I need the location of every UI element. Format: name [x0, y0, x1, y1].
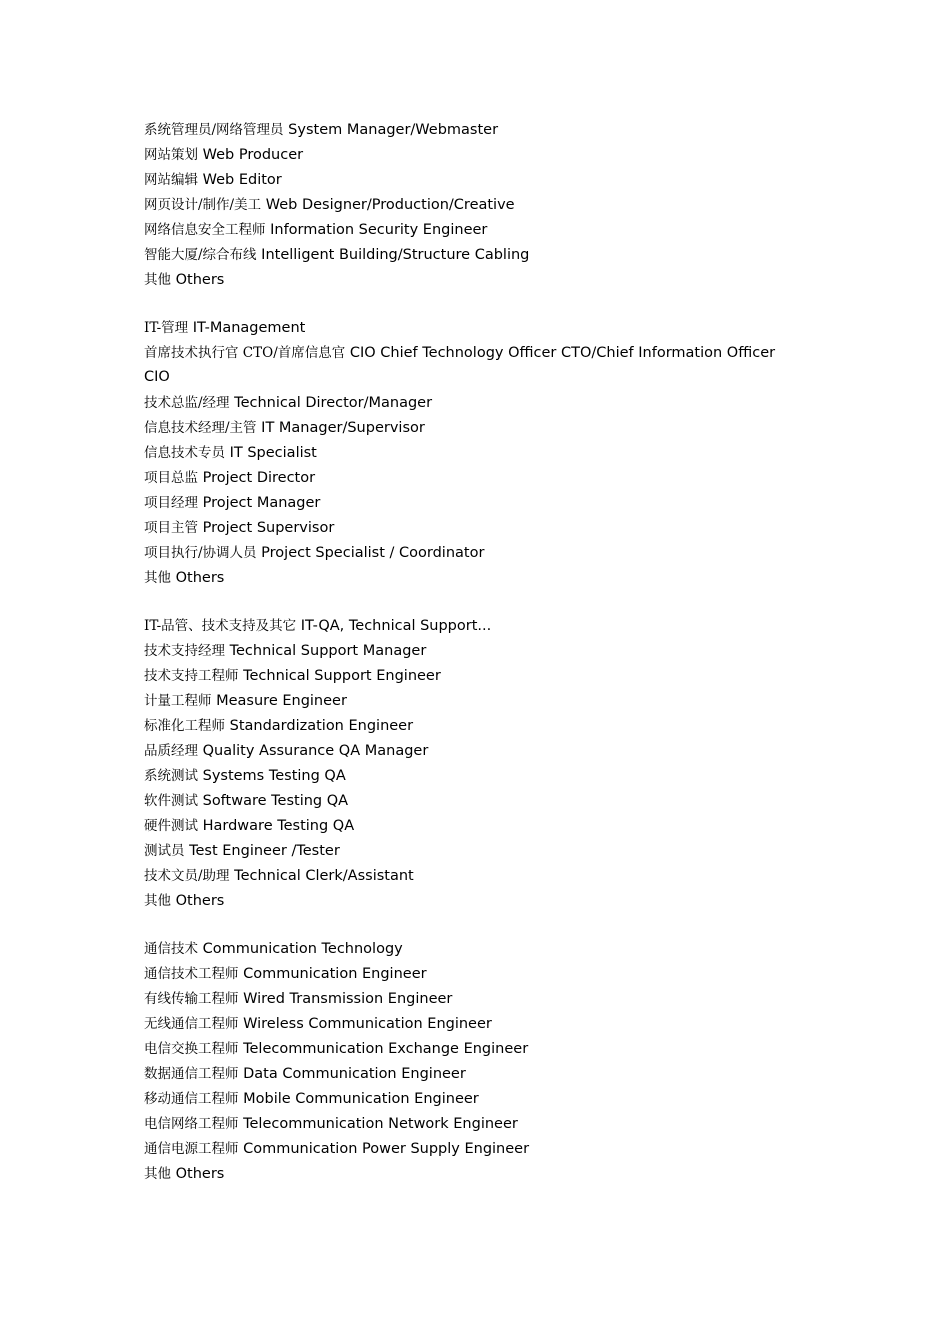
chinese-title: 网站策划	[144, 147, 198, 163]
list-item	[144, 839, 804, 864]
list-item	[144, 566, 804, 591]
chinese-title: 软件测试	[144, 793, 198, 809]
list-item	[144, 1012, 804, 1037]
english-title: Telecommunication Network Engineer	[243, 1116, 518, 1132]
list-item	[144, 739, 804, 764]
chinese-title: 标准化工程师	[144, 718, 225, 734]
english-title: Systems Testing QA	[202, 768, 346, 784]
list-item	[144, 218, 804, 243]
chinese-title: 通信技术工程师	[144, 966, 239, 982]
english-title: Wireless Communication Engineer	[243, 1016, 492, 1032]
chinese-title: 技术支持经理	[144, 643, 225, 659]
english-title: Project Director	[202, 470, 316, 486]
english-title: Communication Power Supply Engineer	[243, 1141, 530, 1157]
chinese-title: 网页设计/制作/美工	[144, 197, 262, 213]
chinese-title: 移动通信工程师	[144, 1091, 239, 1107]
chinese-title: 电信交换工程师	[144, 1041, 239, 1057]
chinese-title: 电信网络工程师	[144, 1116, 239, 1132]
list-item	[144, 764, 804, 789]
list-item	[144, 864, 804, 889]
list-item	[144, 689, 804, 714]
chinese-title: 硬件测试	[144, 818, 198, 834]
list-item	[144, 341, 804, 391]
section-heading	[144, 316, 804, 341]
english-title: Others	[175, 1166, 225, 1182]
list-item	[144, 491, 804, 516]
english-title: Project Manager	[202, 495, 321, 511]
english-title: Test Engineer /Tester	[189, 843, 340, 859]
list-item	[144, 1087, 804, 1112]
chinese-heading: 通信技术	[144, 941, 198, 957]
english-title: Technical Director/Manager	[234, 395, 433, 411]
chinese-title: 通信电源工程师	[144, 1141, 239, 1157]
list-item	[144, 987, 804, 1012]
list-item	[144, 541, 804, 566]
english-title: IT Specialist	[229, 445, 317, 461]
section-spacer	[144, 293, 804, 316]
english-title: CIO Chief Technology Officer CTO/Chief Information Officer CIO	[144, 345, 776, 385]
english-title: Quality Assurance QA Manager	[202, 743, 429, 759]
chinese-title: 测试员	[144, 843, 185, 859]
english-title: Technical Support Manager	[229, 643, 427, 659]
chinese-title: 首席技术执行官 CTO/首席信息官	[144, 345, 346, 361]
section-communication	[144, 937, 804, 1187]
english-title: Data Communication Engineer	[243, 1066, 466, 1082]
section-spacer	[144, 591, 804, 614]
chinese-heading: IT-品管、技术支持及其它	[144, 618, 297, 634]
chinese-heading: IT-管理	[144, 320, 189, 336]
chinese-title: 其他	[144, 272, 171, 288]
section-it-qa	[144, 614, 804, 914]
chinese-title: 数据通信工程师	[144, 1066, 239, 1082]
english-title: Others	[175, 893, 225, 909]
english-title: Technical Clerk/Assistant	[234, 868, 414, 884]
english-title: Communication Engineer	[243, 966, 427, 982]
section-spacer	[144, 914, 804, 937]
list-item	[144, 714, 804, 739]
list-item	[144, 1137, 804, 1162]
chinese-title: 其他	[144, 570, 171, 586]
list-item	[144, 466, 804, 491]
list-item	[144, 416, 804, 441]
english-title: Technical Support Engineer	[243, 668, 441, 684]
list-item	[144, 143, 804, 168]
list-item	[144, 516, 804, 541]
list-item	[144, 168, 804, 193]
chinese-title: 技术文员/助理	[144, 868, 230, 884]
list-item	[144, 1062, 804, 1087]
chinese-title: 系统管理员/网络管理员	[144, 122, 284, 138]
english-title: System Manager/Webmaster	[288, 122, 499, 138]
english-title: Mobile Communication Engineer	[243, 1091, 479, 1107]
chinese-title: 其他	[144, 1166, 171, 1182]
document-page	[144, 118, 804, 1187]
english-heading: IT-QA, Technical Support...	[300, 618, 492, 634]
english-title: Software Testing QA	[202, 793, 349, 809]
english-title: Hardware Testing QA	[202, 818, 355, 834]
list-item	[144, 1162, 804, 1187]
list-item	[144, 889, 804, 914]
english-title: Standardization Engineer	[229, 718, 414, 734]
english-heading: Communication Technology	[202, 941, 403, 957]
list-item	[144, 391, 804, 416]
chinese-title: 其他	[144, 893, 171, 909]
english-heading: IT-Management	[192, 320, 306, 336]
chinese-title: 智能大厦/综合布线	[144, 247, 257, 263]
english-title: Web Editor	[202, 172, 282, 188]
chinese-title: 项目执行/协调人员	[144, 545, 257, 561]
chinese-title: 技术总监/经理	[144, 395, 230, 411]
english-title: Web Producer	[202, 147, 304, 163]
english-title: Telecommunication Exchange Engineer	[243, 1041, 529, 1057]
list-item	[144, 664, 804, 689]
english-title: Measure Engineer	[216, 693, 347, 709]
english-title: Wired Transmission Engineer	[243, 991, 453, 1007]
section-heading	[144, 937, 804, 962]
chinese-title: 无线通信工程师	[144, 1016, 239, 1032]
english-title: Web Designer/Production/Creative	[265, 197, 515, 213]
list-item	[144, 193, 804, 218]
chinese-title: 品质经理	[144, 743, 198, 759]
list-item	[144, 268, 804, 293]
list-item	[144, 789, 804, 814]
english-title: Project Specialist / Coordinator	[261, 545, 485, 561]
chinese-title: 系统测试	[144, 768, 198, 784]
english-title: Intelligent Building/Structure Cabling	[261, 247, 530, 263]
chinese-title: 有线传输工程师	[144, 991, 239, 1007]
list-item	[144, 243, 804, 268]
section-it-management	[144, 316, 804, 591]
chinese-title: 项目主管	[144, 520, 198, 536]
section-it-network	[144, 118, 804, 293]
list-item	[144, 639, 804, 664]
list-item	[144, 814, 804, 839]
chinese-title: 技术支持工程师	[144, 668, 239, 684]
chinese-title: 计量工程师	[144, 693, 212, 709]
list-item	[144, 1112, 804, 1137]
chinese-title: 信息技术经理/主管	[144, 420, 257, 436]
list-item	[144, 118, 804, 143]
chinese-title: 项目经理	[144, 495, 198, 511]
chinese-title: 信息技术专员	[144, 445, 225, 461]
chinese-title: 项目总监	[144, 470, 198, 486]
english-title: Others	[175, 570, 225, 586]
list-item	[144, 962, 804, 987]
english-title: Information Security Engineer	[270, 222, 488, 238]
english-title: Project Supervisor	[202, 520, 335, 536]
section-heading	[144, 614, 804, 639]
chinese-title: 网站编辑	[144, 172, 198, 188]
english-title: Others	[175, 272, 225, 288]
chinese-title: 网络信息安全工程师	[144, 222, 266, 238]
list-item	[144, 441, 804, 466]
list-item	[144, 1037, 804, 1062]
english-title: IT Manager/Supervisor	[261, 420, 425, 436]
